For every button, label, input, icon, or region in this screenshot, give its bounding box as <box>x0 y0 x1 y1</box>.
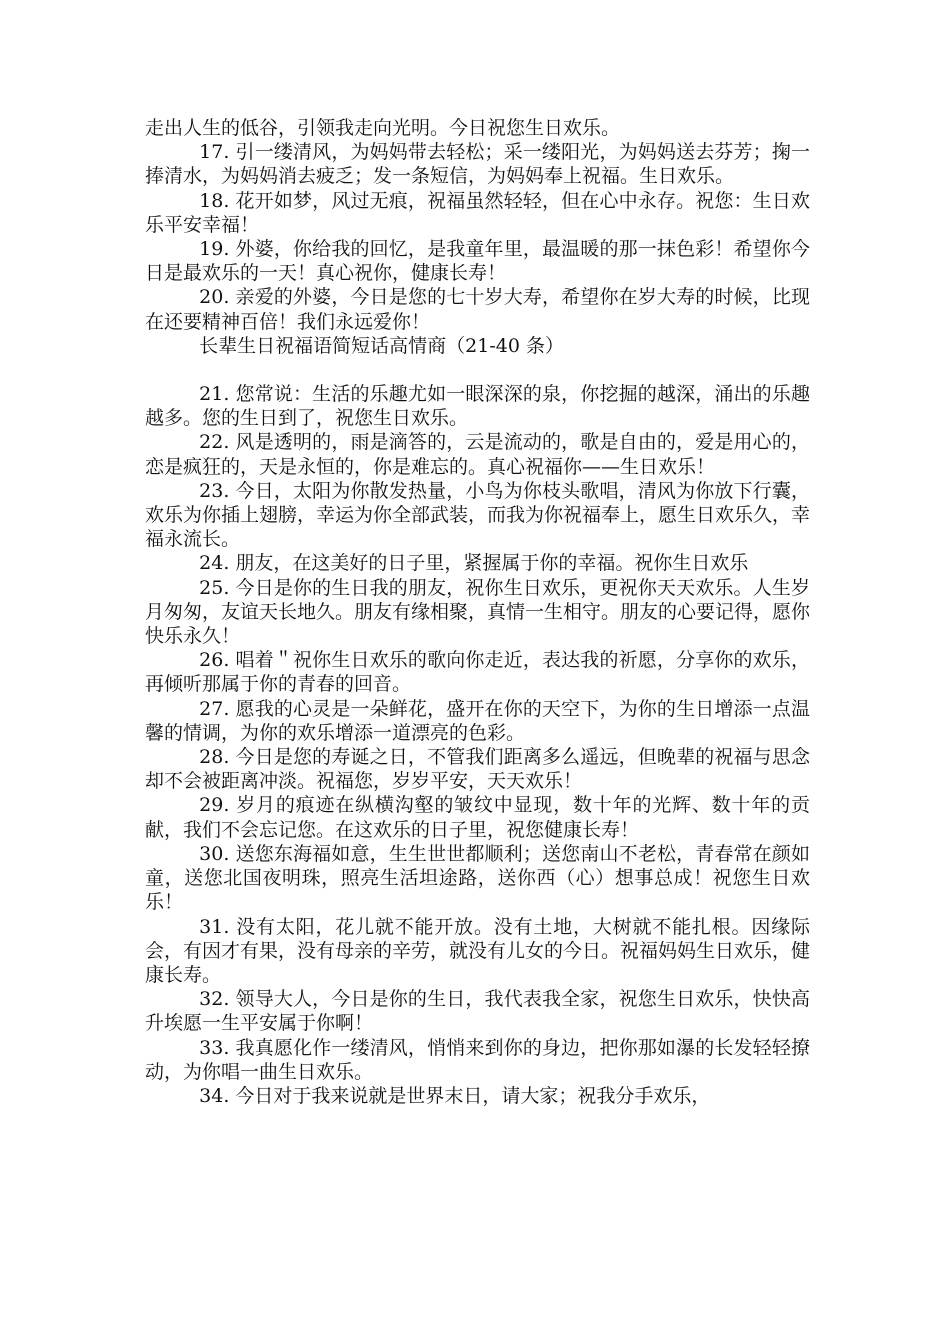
paragraph-17: 17. 引一缕清风，为妈妈带去轻松；采一缕阳光，为妈妈送去芬芳；掬一捧清水，为妈妈消去疲乏；发一条短信，为妈妈奉上祝福。生日欢乐。 <box>145 141 810 188</box>
section-spacer <box>145 358 810 382</box>
paragraph-25: 25. 今日是你的生日我的朋友，祝你生日欢乐，更祝你天天欢乐。人生岁月匆匆，友谊天长地久。朋友有缘相聚，真情一生相守。朋友的心要记得，愿你快乐永久！ <box>145 576 811 648</box>
paragraph-18: 18. 花开如梦，风过无痕，祝福虽然轻轻，但在心中永存。祝您：生日欢乐平安幸福！ <box>145 189 810 236</box>
paragraph-33: 33. 我真愿化作一缕清风，悄悄来到你的身边，把你那如瀑的长发轻轻撩动，为你唱一曲生日欢乐。 <box>145 1036 810 1083</box>
paragraph-continuation: 走出人生的低谷，引领我走向光明。今日祝您生日欢乐。 <box>145 117 621 139</box>
document-page <box>145 116 810 1108</box>
paragraph-34: 34. 今日对于我来说就是世界末日，请大家；祝我分手欢乐， <box>199 1084 711 1107</box>
paragraph-21: 21. 您常说：生活的乐趣尤如一眼深深的泉，你挖掘的越深，涌出的乐趣越多。您的生日到了，祝您生日欢乐。 <box>145 383 810 430</box>
paragraph-20: 20. 亲爱的外婆，今日是您的七十岁大寿，希望你在岁大寿的时候，比现在还要精神百倍！我们永远爱你！ <box>145 286 810 333</box>
paragraph-31: 31. 没有太阳，花儿就不能开放。没有土地，大树就不能扎根。因缘际会，有因才有果，没有母亲的辛劳，就没有儿女的今日。祝福妈妈生日欢乐，健康长寿。 <box>145 915 811 986</box>
paragraph-24: 24. 朋友，在这美好的日子里，紧握属于你的幸福。祝你生日欢乐 <box>199 552 749 575</box>
paragraph-19: 19. 外婆，你给我的回忆，是我童年里，最温暖的那一抹色彩！希望你今日是最欢乐的一天！真心祝你，健康长寿！ <box>145 238 810 285</box>
paragraph-26: 26. 唱着＂祝你生日欢乐的歌向你走近，表达我的祈愿，分享你的欢乐，再倾听那属于你的青春的回音。 <box>145 649 810 696</box>
section-heading: 长辈生日祝福语简短话高情商（21-40 条） <box>199 334 564 357</box>
paragraph-27: 27. 愿我的心灵是一朵鲜花，盛开在你的天空下，为你的生日增添一点温馨的情调，为你的欢乐增添一道漂亮的色彩。 <box>145 697 810 744</box>
paragraph-29: 29. 岁月的痕迹在纵横沟壑的皱纹中显现，数十年的光辉、数十年的贡献，我们不会忘记您。在这欢乐的日子里，祝您健康长寿！ <box>145 794 810 841</box>
paragraph-30: 30. 送您东海福如意，生生世世都顺利；送您南山不老松，青春常在颜如童，送您北国夜明珠，照亮生活坦途路，送你西（心）想事总成！祝您生日欢乐！ <box>145 842 810 914</box>
paragraph-23: 23. 今日，太阳为你散发热量，小鸟为你枝头歌唱，清风为你放下行囊，欢乐为你插上翅膀，幸运为你全部武装，而我为你祝福奉上，愿生日欢乐久，幸福永流长。 <box>145 479 811 551</box>
paragraph-28: 28. 今日是您的寿诞之日，不管我们距离多么遥远，但晚辈的祝福与思念却不会被距离冲淡。祝福您，岁岁平安，天天欢乐！ <box>145 746 810 793</box>
paragraph-22: 22. 风是透明的，雨是滴答的，云是流动的，歌是自由的，爱是用心的，恋是疯狂的，天是永恒的，你是难忘的。真心祝福你——生日欢乐！ <box>145 431 810 478</box>
paragraph-32: 32. 领导大人，今日是你的生日，我代表我全家，祝您生日欢乐，快快高升埃愿一生平安属于你啊！ <box>145 988 810 1035</box>
